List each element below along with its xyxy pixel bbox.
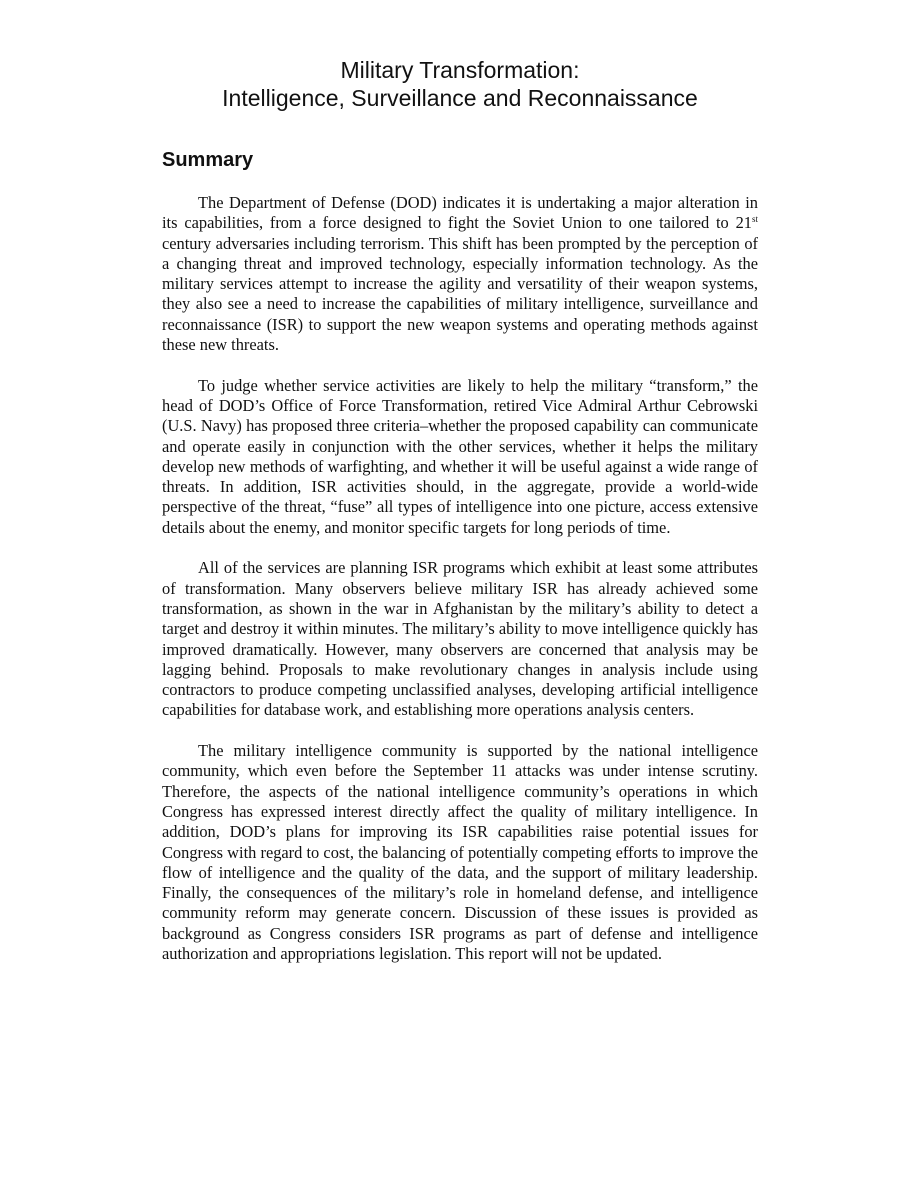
paragraph-1-part-1: The Department of Defense (DOD) indicates it is undertaking a major alteration in its capabilities, from a force designed to fight the Soviet Union to one tailored to 21 (162, 193, 758, 233)
paragraph-2: To judge whether service activities are likely to help the military “transform,” the head of DOD’s Office of Force Transformation, retired Vice Admiral Arthur Cebrowski (U.S. Navy) has proposed three criteria–whether the proposed capability can communicate and operate easily in conjunction with the other services, whether it helps the military develop new methods of warfighting, and whether it will be useful against a wide range of threats. In addition, ISR activities should, in the aggregate, provide a world-wide perspective of the threat, “fuse” all types of intelligence into one picture, access extensive details about the enemy, and monitor specific targets for long periods of time. (162, 375, 758, 537)
title-line-2: Intelligence, Surveillance and Reconnaissance (222, 85, 698, 111)
paragraph-3: All of the services are planning ISR programs which exhibit at least some attributes of transformation. Many observers believe military ISR has already achieved some transformation, as shown in the war in Afghanistan by the military’s ability to detect a target and destroy it within minutes. The military’s ability to move intelligence quickly has improved dramatically. However, many observers are concerned that analysis may be lagging behind. Proposals to make revolutionary changes in analysis include using contractors to produce competing unclassified analyses, developing artificial intelligence capabilities for database work, and establishing more operations analysis centers. (162, 558, 758, 720)
paragraph-1 (162, 193, 758, 355)
paragraph-1-part-2: century adversaries including terrorism. This shift has been prompted by the perception of a changing threat and improved technology, especially information technology. As the military services attempt to increase the agility and versatility of their weapon systems, they also see a need to increase the capabilities of military intelligence, surveillance and reconnaissance (ISR) to support the new weapon systems and operating methods against these new threats. (162, 233, 758, 355)
paragraph-4: The military intelligence community is supported by the national intelligence community, which even before the September 11 attacks was under intense scrutiny. Therefore, the aspects of the national intelligence community’s operations in which Congress has expressed interest directly affect the quality of military intelligence. In addition, DOD’s plans for improving its ISR capabilities raise potential issues for Congress with regard to cost, the balancing of potentially competing efforts to improve the flow of intelligence and the quality of the data, and the support of military leadership. Finally, the consequences of the military’s role in homeland defense, and intelligence community reform may generate concern. Discussion of these issues is provided as background as Congress considers ISR programs as part of defense and intelligence authorization and appropriations legislation. This report will not be updated. (162, 741, 758, 963)
summary-body (162, 193, 758, 985)
section-heading-summary: Summary (162, 149, 254, 171)
title-line-1: Military Transformation: (340, 57, 580, 83)
document-title (0, 56, 920, 112)
paragraph-1-superscript: st (751, 214, 758, 225)
